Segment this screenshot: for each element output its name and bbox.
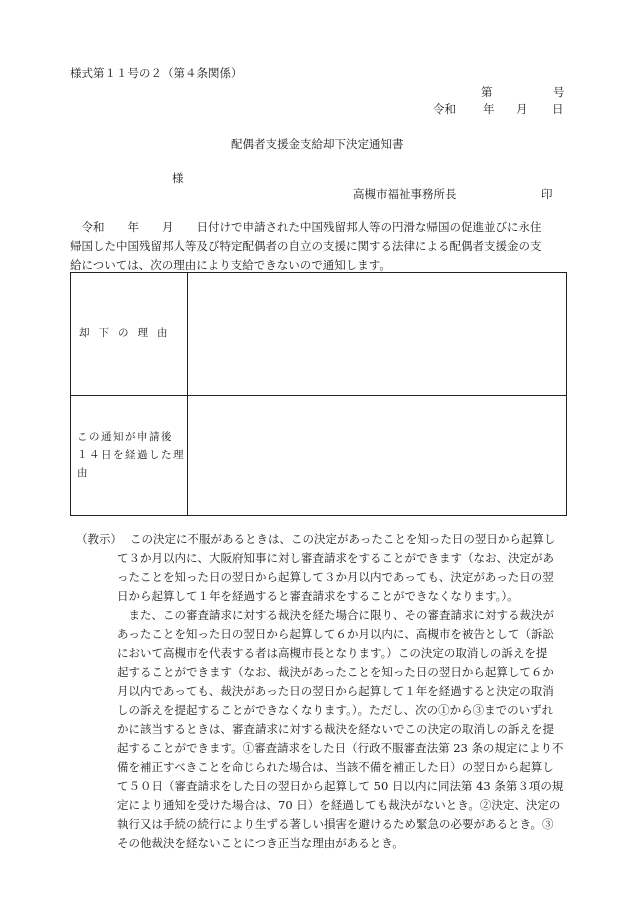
notice-line: 日から起算して１年を経過すると審査請求をすることができなくなります。）。 [117, 589, 519, 603]
body-line: 帰国した中国残留邦人等及び特定配偶者の自立の支援に関する法律による配偶者支援金の支 [70, 239, 542, 253]
notice-label: （教示） [76, 532, 122, 546]
form-number: 様式第１１号の２（第４条関係） [70, 66, 243, 80]
notice-line: しの訴えを提起することができなくなります。）。ただし、次の①から③までのいずれ [117, 703, 554, 717]
notice-line: かに該当するときは、審査請求に対する裁決を経ないでこの決定の取消しの訴えを提 [117, 722, 554, 736]
date-day: 日 [552, 102, 564, 116]
notice-line: て３か月以内に、大阪府知事に対し審査請求をすることができます（なお、決定があ [117, 551, 554, 565]
issuer-seal: 印 [541, 187, 553, 201]
notice-line: において高槻市を代表する者は高槻市長となります。）この決定の取消しの訴えを提 [117, 646, 548, 660]
notice-line: 起することができます（なお、裁決があったことを知った日の翌日から起算して６か [117, 665, 554, 679]
notice-line: て５０日（審査請求をした日の翌日から起算して 50 日以内に同法第 43 条第３項の規 [117, 779, 564, 793]
notice-line: 月以内であっても、裁決があった日の翌日から起算して１年を経過すると決定の取消 [117, 684, 554, 698]
notice-line: また、この審査請求に対する裁決を経た場合に限り、その審査請求に対する裁決が [117, 608, 554, 622]
recipient-honorific: 様 [172, 171, 184, 185]
notice-line: 執行又は手続の続行により生ずる著しい損害を避けるため緊急の必要があるとき。③ [117, 817, 554, 831]
notice-line: この決定に不服があるときは、この決定があったことを知った日の翌日から起算し [130, 532, 556, 546]
late-reason-label: １４日を経過した理 [77, 449, 185, 461]
table-row-divider [71, 395, 566, 396]
doc-number-prefix: 第 [481, 85, 493, 99]
notice-line: ったことを知った日の翌日から起算して３か月以内であっても、決定があった日の翌 [117, 570, 554, 584]
body-line: 令和 年 月 日付けで申請された中国残留邦人等の円滑な帰国の促進並びに永住 [70, 220, 542, 234]
table-column-divider [187, 273, 188, 515]
notice-line: その他裁決を経ないことにつき正当な理由があるとき。 [117, 836, 404, 850]
rejection-reasons-table [70, 272, 567, 516]
notice-line: あったことを知った日の翌日から起算して６か月以内に、高槻市を被告として（訴訟 [117, 627, 554, 641]
notice-line: 起することができます。①審査請求をした日（行政不服審査法第 23 条の規定により不 [117, 741, 564, 755]
date-month: 月 [516, 102, 528, 116]
late-reason-label: 由 [77, 467, 88, 479]
doc-number-suffix: 号 [553, 85, 565, 99]
notice-line: 備を補正すべきことを命じられた場合は、当該不備を補正した日）の翌日から起算し [117, 760, 554, 774]
late-reason-label: この通知が申請後 [77, 431, 173, 443]
issuer-name: 高槻市福祉事務所長 [353, 187, 457, 201]
body-line: 給については、次の理由により支給できないので通知します。 [70, 258, 391, 272]
date-era: 令和 [433, 102, 456, 116]
date-year: 年 [483, 102, 495, 116]
rejection-reason-label: 却下の理由 [79, 327, 177, 339]
notice-line: 定により通知を受けた場合は、70 日）を経過しても裁決がないとき。②決定、決定の [117, 798, 561, 812]
document-title: 配偶者支援金支給却下決定通知書 [231, 137, 404, 151]
